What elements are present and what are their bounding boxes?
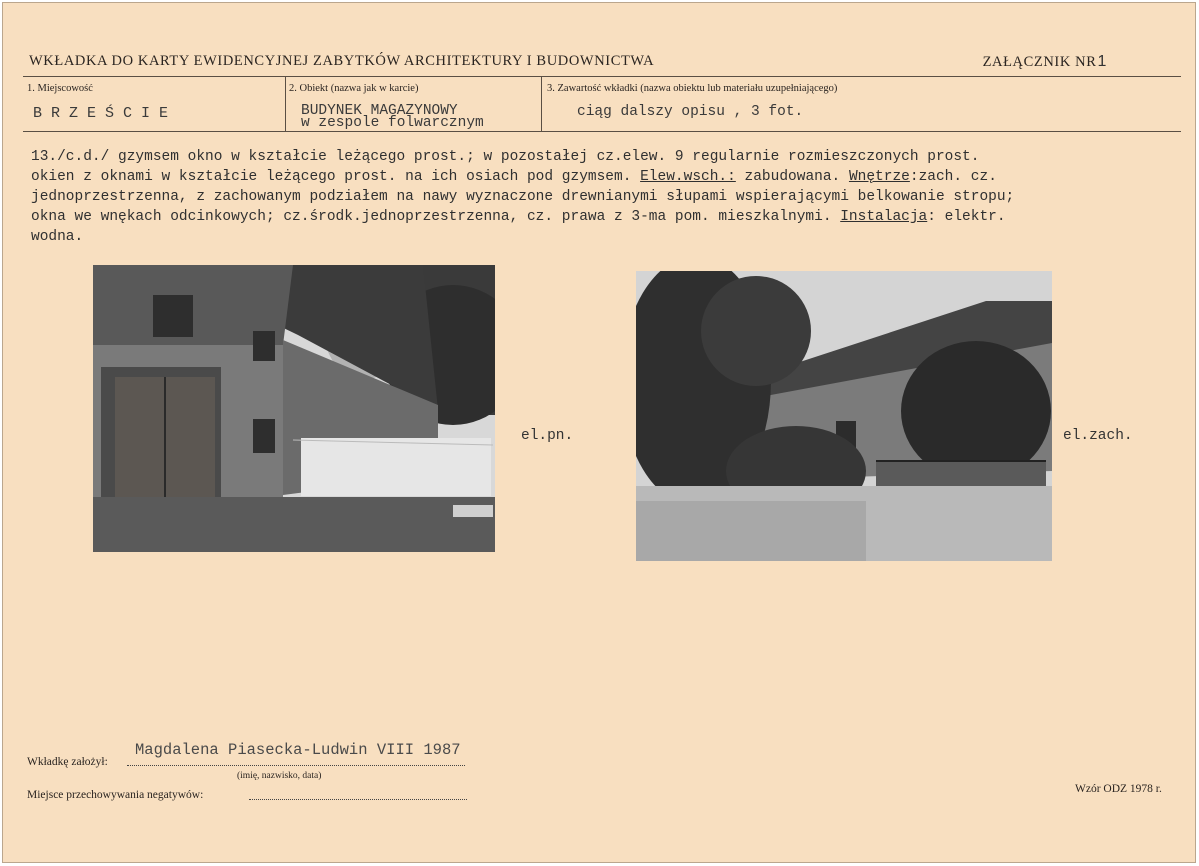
attachment-label: ZAŁĄCZNIK NR: [982, 54, 1097, 70]
description-line: okien z oknami w kształcie leżącego prost. na ich osiach pod gzymsem. Elew.wsch.: zabudowana. Wnętrze:zach. cz.: [31, 169, 997, 185]
negatives-dotted-line: [249, 799, 467, 800]
record-card: [2, 2, 1196, 863]
contents-value: ciąg dalszy opisu , 3 fot.: [577, 104, 804, 120]
locality-value: BRZEŚCIE: [33, 105, 178, 122]
locality-label: 1. Miejscowość: [27, 83, 93, 94]
description-text: [31, 147, 1191, 247]
form-title: WKŁADKA DO KARTY EWIDENCYJNEJ ZABYTKÓW ARCHITEKTURY I BUDOWNICTWA: [29, 53, 655, 69]
description-line: okna we wnękach odcinkowych; cz.środk.jednoprzestrzenna, cz. prawa z 3-ma pom. mieszkalnymi. Instalacja: elektr.: [31, 209, 1006, 225]
attachment-value: 1: [1097, 53, 1107, 70]
description-line: 13./c.d./ gzymsem okno w kształcie leżącego prost.; w pozostałej cz.elew. 9 regularnie rozmieszczonych prost.: [31, 149, 980, 165]
header-rule-bottom: [23, 131, 1181, 132]
founder-hint: (imię, nazwisko, data): [237, 771, 322, 781]
contents-label: 3. Zawartość wkładki (nazwa obiektu lub materiału uzupełniającego): [547, 83, 838, 94]
founder-value: Magdalena Piasecka-Ludwin VIII 1987: [135, 741, 461, 759]
installation-heading: Instalacja: [840, 209, 928, 225]
founder-dotted-line: [127, 765, 465, 766]
header-rule-top: [23, 76, 1181, 77]
object-value-line2: w zespole folwarcznym: [301, 115, 484, 131]
founder-label: Wkładkę założył:: [27, 756, 108, 768]
east-elevation-heading: Elew.wsch.:: [640, 169, 736, 185]
photo-west-elevation: [636, 271, 1052, 561]
object-value-line1: BUDYNEK MAGAZYNOWY: [301, 103, 458, 119]
object-label: 2. Obiekt (nazwa jak w karcie): [289, 83, 419, 94]
field-divider-1: [285, 77, 286, 131]
description-line: wodna.: [31, 229, 84, 245]
interior-heading: Wnętrze: [848, 169, 910, 185]
negatives-label: Miejsce przechowywania negatywów:: [27, 789, 204, 801]
description-line: jednoprzestrzenna, z zachowanym podziałem na nawy wyznaczone drewnianymi słupami wspierającymi belkowanie stropu;: [31, 189, 1015, 205]
attachment-number: [983, 53, 1107, 71]
form-code: Wzór ODZ 1978 r.: [1075, 783, 1162, 795]
photo-north-elevation: [93, 265, 495, 552]
photo-caption-north: el.pn.: [521, 428, 574, 444]
field-divider-2: [541, 77, 542, 131]
photo-caption-west: el.zach.: [1063, 428, 1133, 444]
